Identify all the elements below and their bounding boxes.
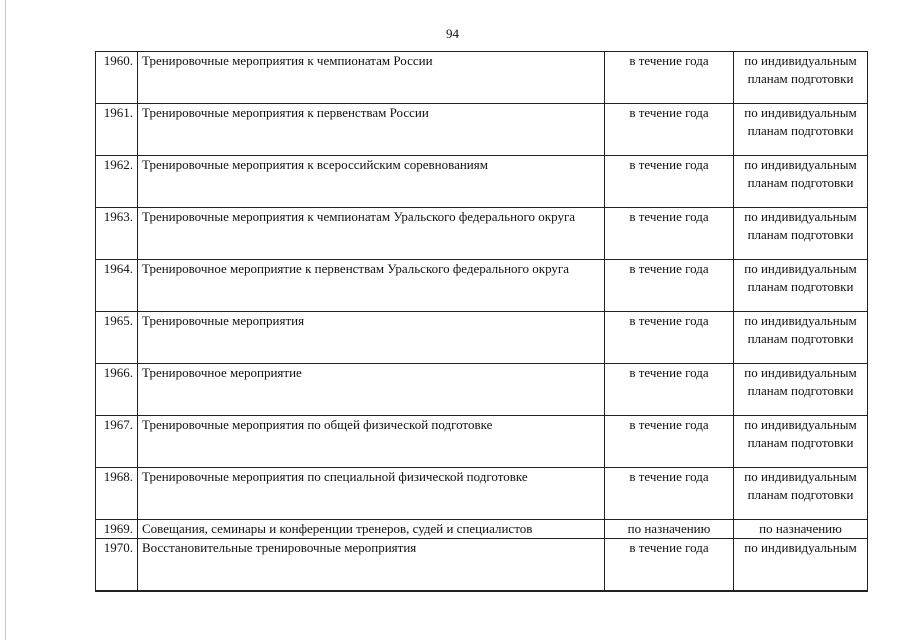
event-term: в течение года [605, 416, 734, 468]
event-plan: по индивидуальным планам подготовки [734, 416, 868, 468]
event-plan: по индивидуальным планам подготовки [734, 208, 868, 260]
row-number: 1962. [96, 156, 138, 208]
event-description: Тренировочные мероприятия к всероссийским соревнованиям [138, 156, 605, 208]
table-row [96, 208, 868, 260]
row-number: 1964. [96, 260, 138, 312]
event-description: Тренировочное мероприятие к первенствам Уральского федерального округа [138, 260, 605, 312]
table-row [96, 538, 868, 591]
row-number: 1970. [96, 538, 138, 591]
table-row [96, 468, 868, 520]
event-term: в течение года [605, 208, 734, 260]
event-plan: по индивидуальным планам подготовки [734, 52, 868, 104]
table-row [96, 312, 868, 364]
row-number: 1961. [96, 104, 138, 156]
event-description: Тренировочные мероприятия по специальной физической подготовке [138, 468, 605, 520]
event-description: Восстановительные тренировочные мероприятия [138, 538, 605, 591]
event-description: Тренировочное мероприятие [138, 364, 605, 416]
event-term: в течение года [605, 364, 734, 416]
row-number: 1965. [96, 312, 138, 364]
row-number: 1969. [96, 520, 138, 539]
table-row [96, 364, 868, 416]
event-description: Тренировочные мероприятия к первенствам России [138, 104, 605, 156]
event-plan: по индивидуальным планам подготовки [734, 468, 868, 520]
event-plan: по индивидуальным планам подготовки [734, 156, 868, 208]
event-description: Тренировочные мероприятия к чемпионатам Уральского федерального округа [138, 208, 605, 260]
event-plan: по индивидуальным [734, 538, 868, 591]
row-number: 1960. [96, 52, 138, 104]
event-plan: по индивидуальным планам подготовки [734, 364, 868, 416]
table-row [96, 416, 868, 468]
event-term: в течение года [605, 538, 734, 591]
event-term: в течение года [605, 312, 734, 364]
event-description: Тренировочные мероприятия к чемпионатам России [138, 52, 605, 104]
row-number: 1963. [96, 208, 138, 260]
page-number: 94 [446, 26, 459, 41]
event-description: Совещания, семинары и конференции тренеров, судей и специалистов [138, 520, 605, 539]
event-term: в течение года [605, 468, 734, 520]
row-number: 1966. [96, 364, 138, 416]
event-term: в течение года [605, 260, 734, 312]
event-term: в течение года [605, 104, 734, 156]
table-row [96, 520, 868, 539]
table-row [96, 260, 868, 312]
event-description: Тренировочные мероприятия по общей физической подготовке [138, 416, 605, 468]
event-plan: по назначению [734, 520, 868, 539]
row-number: 1968. [96, 468, 138, 520]
event-plan: по индивидуальным планам подготовки [734, 260, 868, 312]
event-term: в течение года [605, 156, 734, 208]
event-term: в течение года [605, 52, 734, 104]
page-edge-line [5, 0, 6, 640]
row-number: 1967. [96, 416, 138, 468]
table-row [96, 156, 868, 208]
event-plan: по индивидуальным планам подготовки [734, 104, 868, 156]
event-plan: по индивидуальным планам подготовки [734, 312, 868, 364]
event-description: Тренировочные мероприятия [138, 312, 605, 364]
events-table [95, 51, 868, 592]
table-row [96, 52, 868, 104]
event-term: по назначению [605, 520, 734, 539]
table-row [96, 104, 868, 156]
